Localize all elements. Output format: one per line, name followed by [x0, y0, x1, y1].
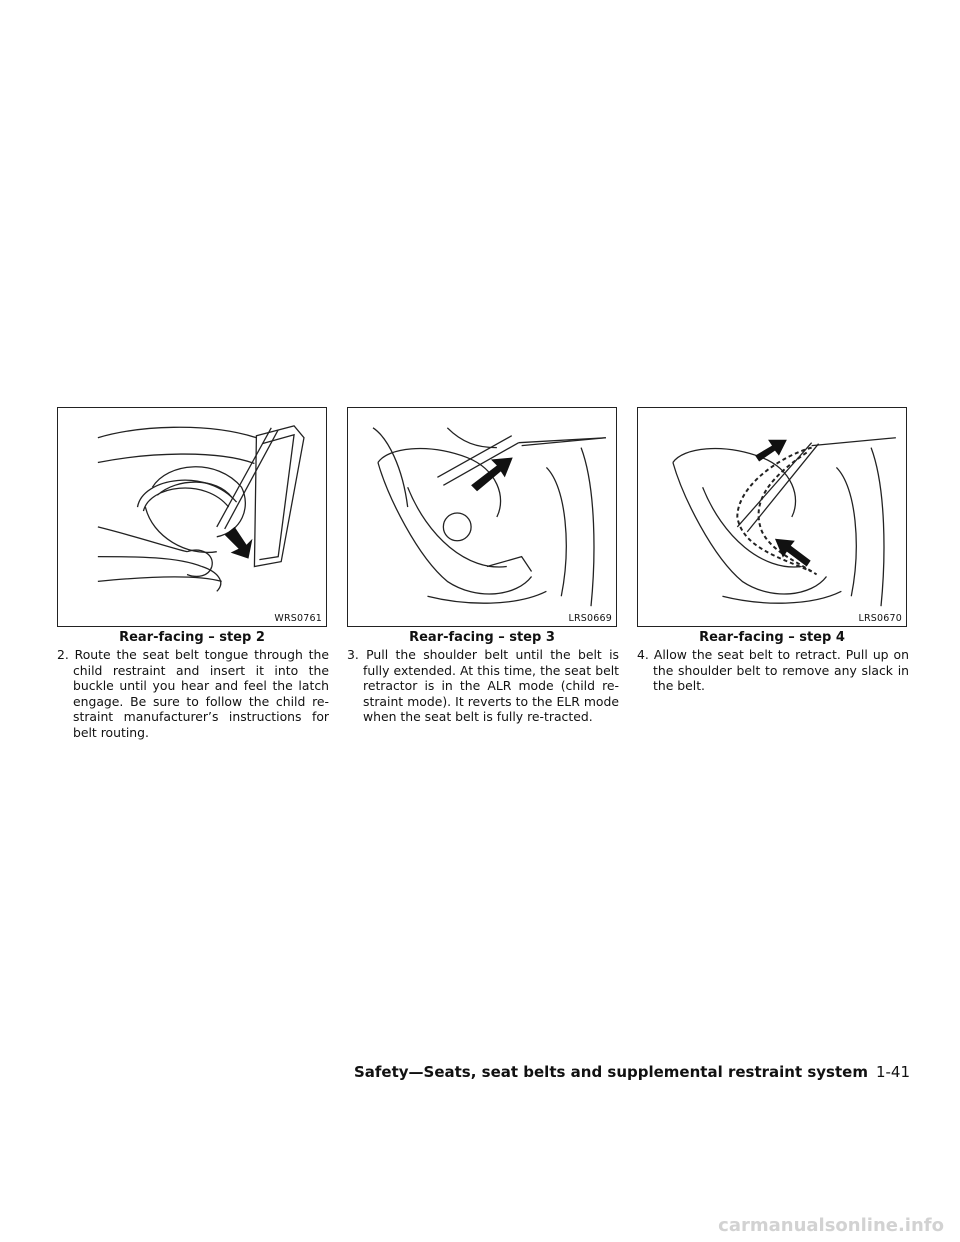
figure-code: LRS0670 — [855, 613, 902, 624]
watermark: carmanualsonline.info — [718, 1215, 944, 1236]
figure-code: WRS0761 — [271, 613, 322, 624]
page-number: 1-41 — [875, 1063, 910, 1081]
step-3-text: 3. Pull the shoulder belt until the belt is fully extended. At this time, the seat belt retractor is in the ALR mode (child re-straint mode). It reverts to the ELR mode when the seat belt is fully re-tracted. — [347, 647, 619, 725]
figure-step-2 — [57, 407, 327, 627]
figure-step-3 — [347, 407, 617, 627]
page-footer — [354, 1063, 910, 1081]
step-2-text: 2. Route the seat belt tongue through the child restraint and insert it into the buckle until you hear and feel the latch engage. Be sure to follow the child re-straint manufacturer’s instructions for belt routing. — [57, 647, 329, 740]
illustration-step-2 — [58, 408, 326, 626]
illustration-step-3 — [348, 408, 616, 626]
footer-section-title: Safety—Seats, seat belts and supplemental restraint system — [353, 1063, 868, 1081]
figure-step-4 — [637, 407, 907, 627]
figure-code: LRS0669 — [565, 613, 612, 624]
illustration-step-4 — [638, 408, 906, 626]
step-4-text: 4. Allow the seat belt to retract. Pull up on the shoulder belt to remove any slack in the belt. — [637, 647, 909, 694]
figure-caption: Rear-facing – step 3 — [409, 630, 555, 645]
figure-caption: Rear-facing – step 4 — [699, 630, 845, 645]
figure-caption: Rear-facing – step 2 — [119, 630, 265, 645]
